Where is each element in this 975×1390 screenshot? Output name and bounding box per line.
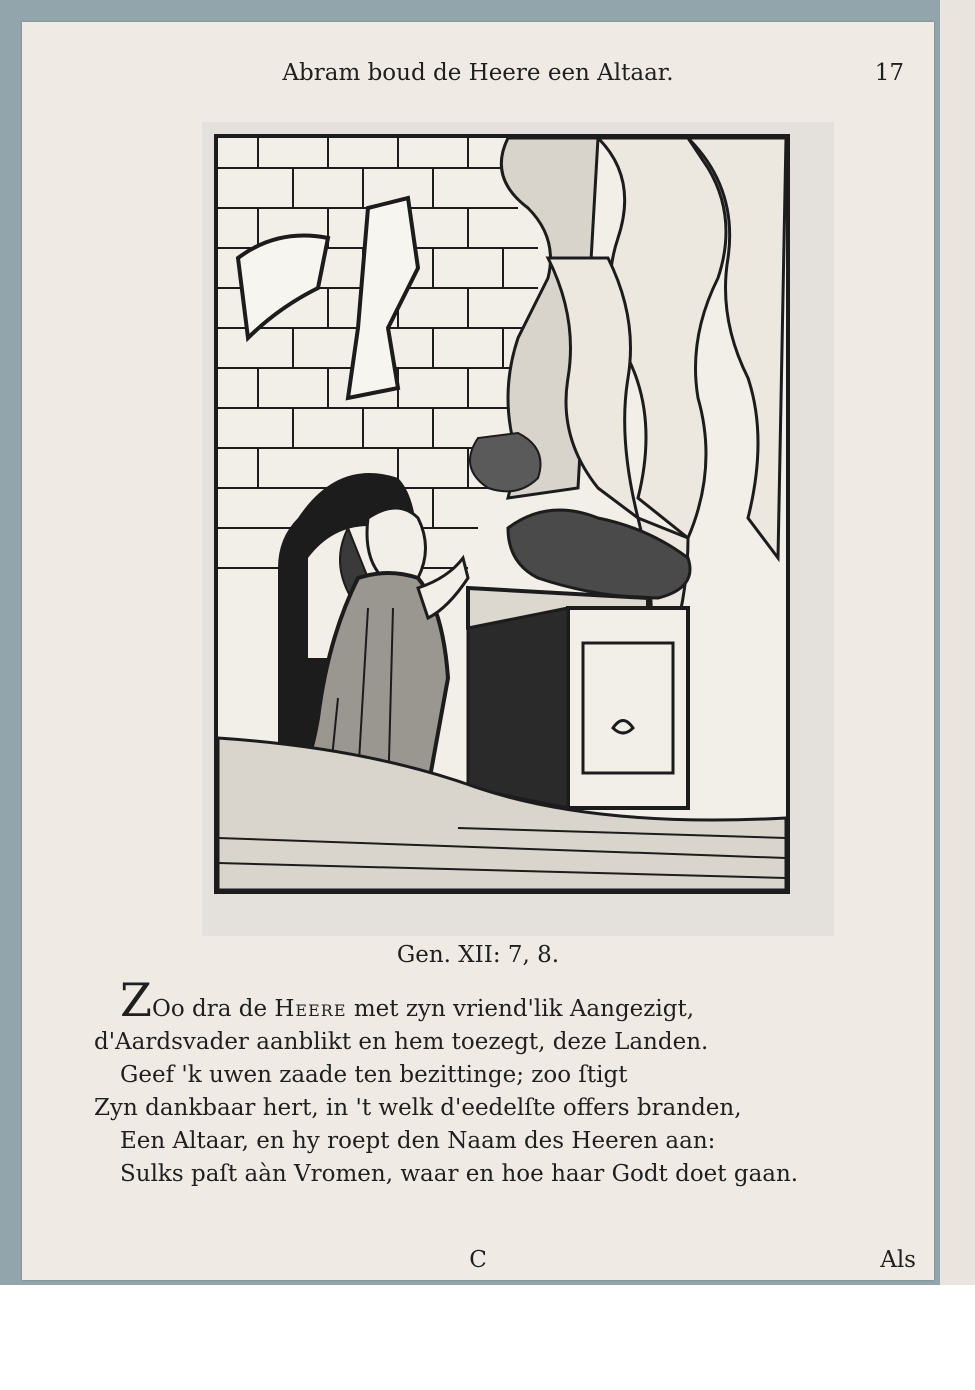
page-header	[22, 56, 934, 90]
woodcut-image	[218, 138, 786, 890]
plate-mark	[202, 122, 834, 936]
verse-heere: Heere	[274, 996, 347, 1022]
woodcut-illustration	[214, 134, 790, 894]
verse-line-1	[94, 973, 914, 1027]
verse-line-1-start: Oo dra de	[151, 996, 275, 1022]
page-number: 17	[874, 60, 904, 86]
verse-line-6: Sulks paſt aàn Vromen, waar en hoe haar Godt doet gaan.	[120, 1161, 799, 1187]
altar	[468, 588, 688, 808]
verse-line-2: d'Aardsvader aanblikt en hem toezegt, deze Landen.	[94, 1029, 709, 1055]
verse-block	[94, 973, 914, 1191]
catchword: Als	[880, 1247, 916, 1273]
verse-line-3: Geef 'k uwen zaade ten bezittinge; zoo ſtigt	[120, 1062, 628, 1088]
book-page	[22, 22, 934, 1280]
verse-line-4: Zyn dankbaar hert, in 't welk d'eedelſte offers branden,	[94, 1095, 742, 1121]
verse-line-5: Een Altaar, en hy roept den Naam des Heeren aan:	[120, 1128, 716, 1154]
signature-mark: C	[469, 1247, 487, 1273]
scripture-reference: Gen. XII: 7, 8.	[396, 942, 560, 968]
page-title: Abram boud de Heere een Altaar.	[282, 60, 674, 86]
smoke-puff	[470, 433, 541, 491]
adjacent-page-strip	[940, 0, 975, 1285]
verse-line-1-end: met zyn vriend'lik Aangezigt,	[346, 996, 695, 1022]
bottom-band	[0, 1285, 975, 1390]
drop-cap: Z	[120, 973, 152, 1027]
